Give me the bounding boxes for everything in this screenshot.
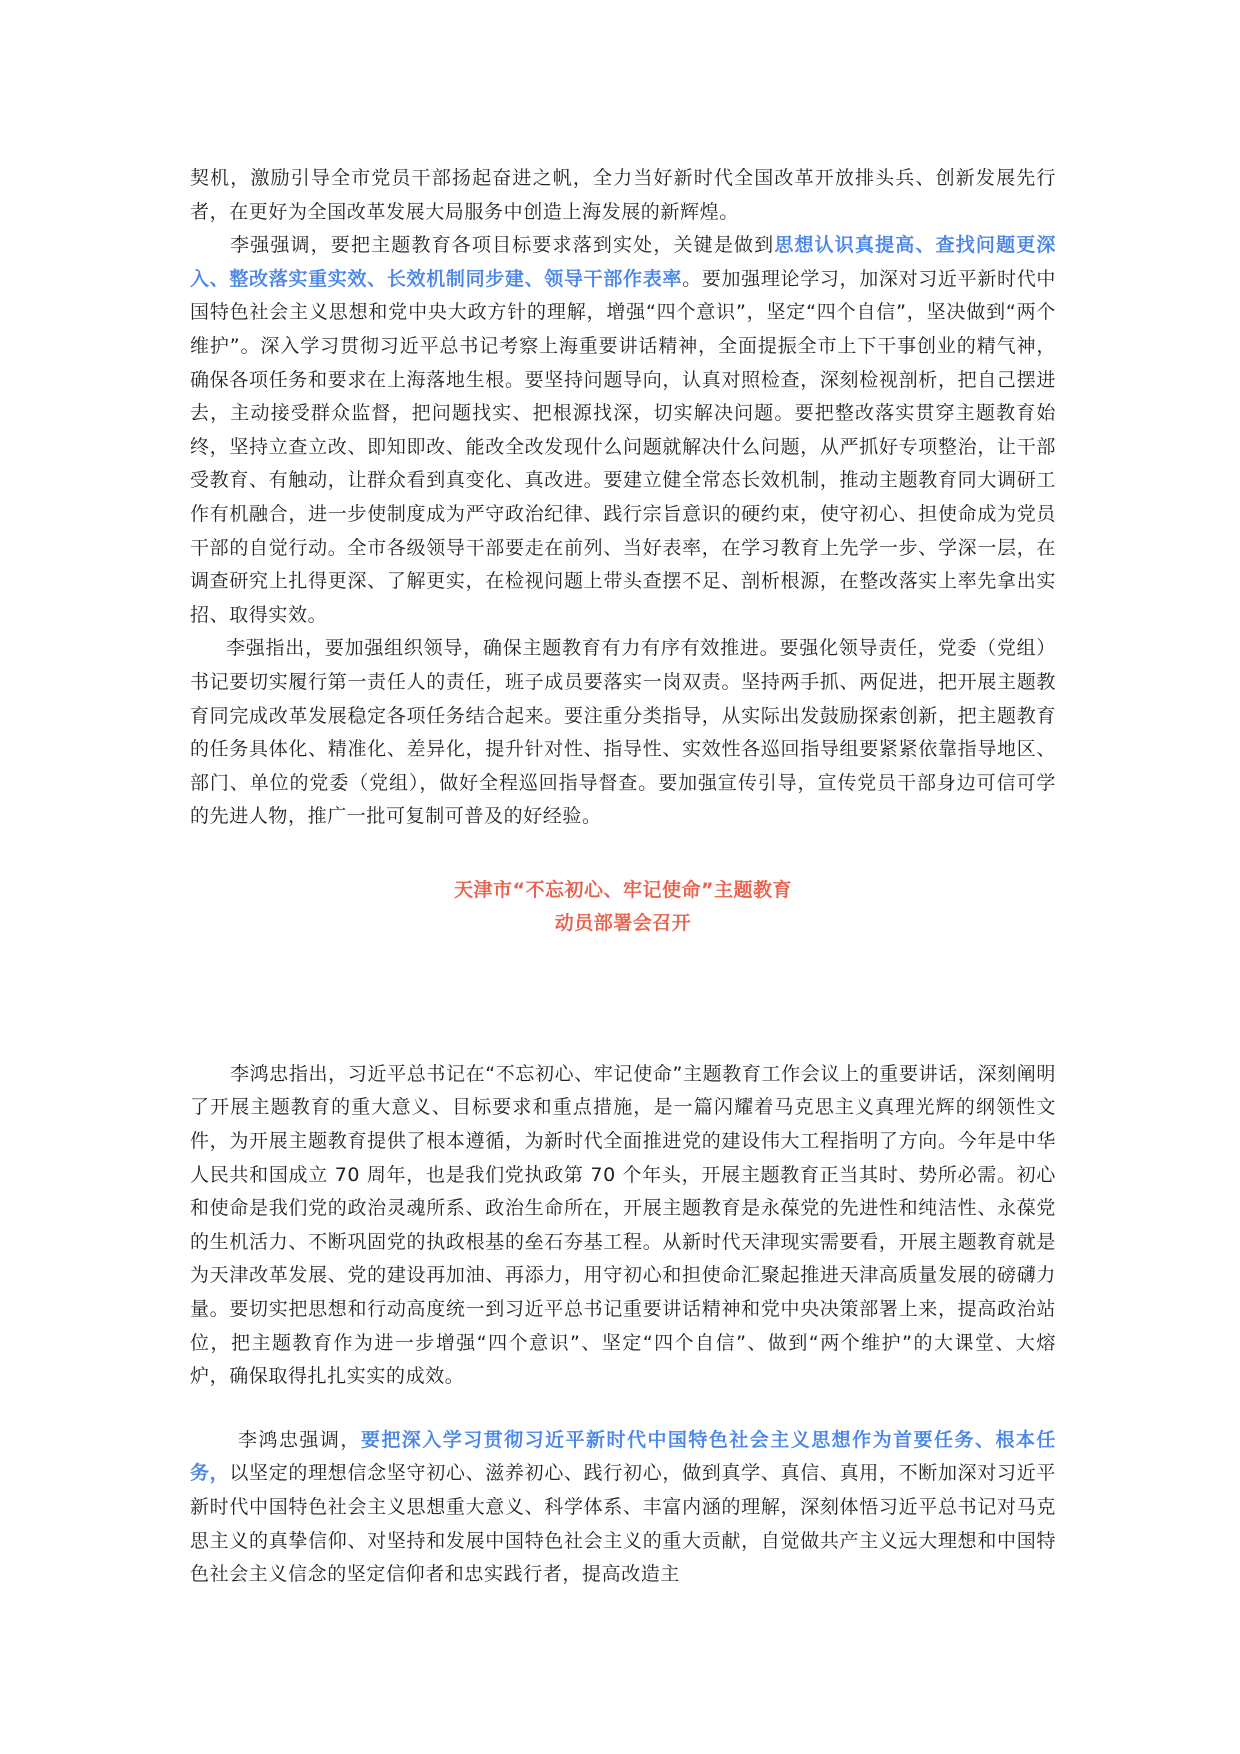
document-page [190,162,1056,1592]
paragraph-shanghai-intro-end: 契机，激励引导全市党员干部扬起奋进之帆，全力当好新时代全国改革开放排头兵、创新发展先行者，在更好为全国改革发展大局服务中创造上海发展的新辉煌。 [190,167,1056,223]
section-title [190,874,1056,940]
paragraph-text-pre: 李强强调，要把主题教育各项目标要求落到实处，关键是做到 [230,234,775,257]
spacer [190,1394,1056,1424]
paragraph-li-hongzhong-points: 李鸿忠指出，习近平总书记在“不忘初心、牢记使命”主题教育工作会议上的重要讲话，深刻阐明了开展主题教育的重大意义、目标要求和重点措施，是一篇闪耀着马克思主义真理光辉的纲领性文件，为开展主题教育提供了根本遵循，为新时代全面推进党的建设伟大工程指明了方向。今年是中华人民共和国成立 70 周年，也是我们党执政第 70 个年头，开展主题教育正当其时、势所必需。初心和使命是我们党的政治灵魂所系、政治生命所在，开展主题教育是永葆党的先进性和纯洁性、永葆党的生机活力、不断巩固党的执政根基的垒石夯基工程。从新时代天津现实需要看，开展主题教育就是为天津改革发展、党的建设再加油、再添力，用守初心和担使命汇聚起推进天津高质量发展的磅礴力量。要切实把思想和行动高度统一到习近平总书记重要讲话精神和党中央决策部署上来，提高政治站位，把主题教育作为进一步增强“四个意识”、坚定“四个自信”、做到“两个维护”的大课堂、大熔炉，确保取得扎扎实实的成效。 [190,1062,1056,1388]
paragraph-li-hongzhong-emphasis [190,1424,1056,1592]
paragraph-text-post: 。要加强理论学习，加深对习近平新时代中国特色社会主义思想和党中央大政方针的理解，增强“四个意识”，坚定“四个自信”，坚决做到“两个维护”。深入学习贯彻习近平总书记考察上海重要讲话精神，全面提振全市上下干事创业的精气神，确保各项任务和要求在上海落地生根。要坚持问题导向，认真对照检查，深刻检视剖析，把自己摆进去，主动接受群众监督，把问题找实、把根源找深，切实解决问题。要把整改落实贯穿主题教育始终，坚持立查立改、即知即改、能改全改发现什么问题就解决什么问题，从严抓好专项整治，让干部受教育、有触动，让群众看到真变化、真改进。要建立健全常态长效机制，推动主题教育同大调研工作有机融合，进一步使制度成为严守政治纪律、践行宗旨意识的硬约束，使守初心、担使命成为党员干部的自觉行动。全市各级领导干部要走在前列、当好表率，在学习教育上先学一步、学深一层，在调查研究上扎得更深、了解更实，在检视问题上带头查摆不足、剖析根源，在整改落实上率先拿出实招、取得实效。 [190,267,1056,626]
section-title-line-1: 天津市“不忘初心、牢记使命”主题教育 [454,878,792,901]
spacer [190,940,1056,1058]
paragraph-text-pre: 李鸿忠强调， [238,1428,361,1451]
paragraph-text-post: 以坚定的理想信念坚守初心、滋养初心、践行初心，做到真学、真信、真用，不断加深对习近平新时代中国特色社会主义思想重大意义、科学体系、丰富内涵的理解，深刻体悟习近平总书记对马克思主义的真挚信仰、对坚持和发展中国特色社会主义的重大贡献，自觉做共产主义远大理想和中国特色社会主义信念的坚定信仰者和忠实践行者，提高改造主 [190,1462,1057,1586]
highlighted-text: 思想认识真提高、查找问题更深入、整改落实重实效、长效机制同步建、领导干部作表率 [190,234,1057,290]
paragraph-li-qiang-organization: 李强指出，要加强组织领导，确保主题教育有力有序有效推进。要强化领导责任，党委（党组）书记要切实履行第一责任人的责任，班子成员要落实一岗双责。坚持两手抓、两促进，把开展主题教育同完成改革发展稳定各项任务结合起来。要注重分类指导，从实际出发鼓励探索创新，把主题教育的任务具体化、精准化、差异化，提升针对性、指导性、实效性各巡回指导组要紧紧依靠指导地区、部门、单位的党委（党组），做好全程巡回指导督查。要加强宣传引导，宣传党员干部身边可信可学的先进人物，推广一批可复制可普及的好经验。 [190,637,1056,828]
section-title-line-2: 动员部署会召开 [554,911,692,934]
paragraph-li-qiang-emphasis [190,229,1056,632]
highlighted-text: 要把深入学习贯彻习近平新时代中国特色社会主义思想作为首要任务、根本任务， [190,1428,1057,1485]
